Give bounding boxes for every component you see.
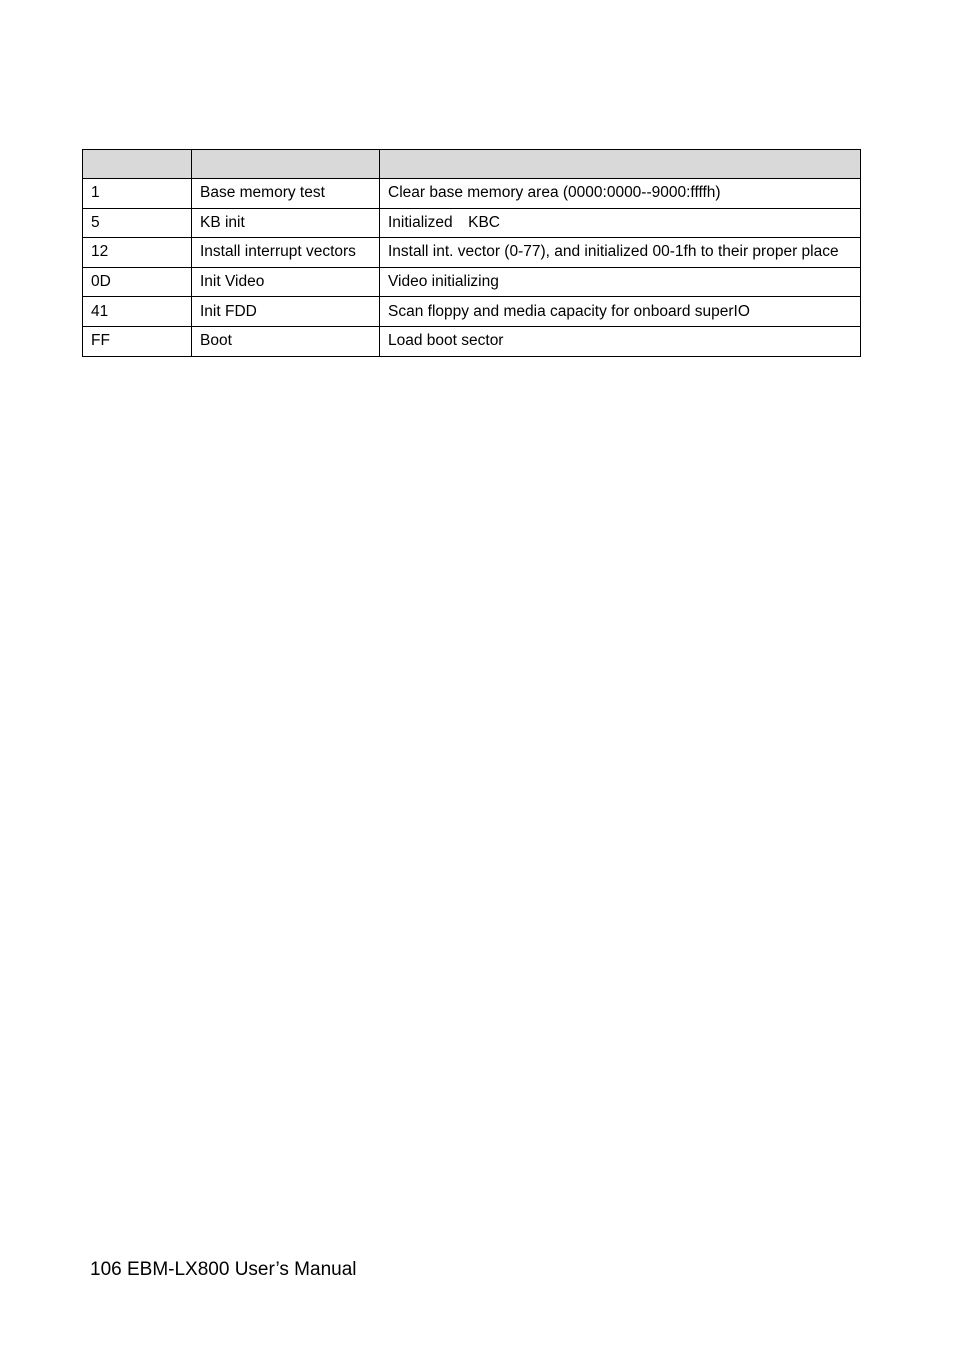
post-code-table [82, 149, 861, 357]
table-row [83, 179, 861, 209]
cell-name: Boot [192, 326, 380, 356]
cell-description: Install int. vector (0-77), and initialized 00-1fh to their proper place [380, 238, 861, 268]
table-row [83, 297, 861, 327]
table-row [83, 238, 861, 268]
cell-code: 1 [83, 179, 192, 209]
table-row [83, 267, 861, 297]
cell-description: Scan floppy and media capacity for onboard superIO [380, 297, 861, 327]
cell-description: Clear base memory area (0000:0000--9000:ffffh) [380, 179, 861, 209]
cell-description: Initialized KBC [380, 208, 861, 238]
cell-name: Base memory test [192, 179, 380, 209]
cell-description: Video initializing [380, 267, 861, 297]
cell-code: 12 [83, 238, 192, 268]
table-row [83, 326, 861, 356]
header-cell-description [380, 150, 861, 179]
cell-name: Init FDD [192, 297, 380, 327]
cell-description: Load boot sector [380, 326, 861, 356]
cell-code: 41 [83, 297, 192, 327]
table-body [83, 179, 861, 357]
table-header [83, 150, 861, 179]
header-cell-code [83, 150, 192, 179]
cell-name: KB init [192, 208, 380, 238]
cell-code: 0D [83, 267, 192, 297]
page-footer: 106 EBM-LX800 User’s Manual [90, 1259, 357, 1280]
table-row [83, 208, 861, 238]
cell-code: 5 [83, 208, 192, 238]
header-cell-name [192, 150, 380, 179]
cell-code: FF [83, 326, 192, 356]
cell-name: Init Video [192, 267, 380, 297]
cell-name: Install interrupt vectors [192, 238, 380, 268]
header-row [83, 150, 861, 179]
